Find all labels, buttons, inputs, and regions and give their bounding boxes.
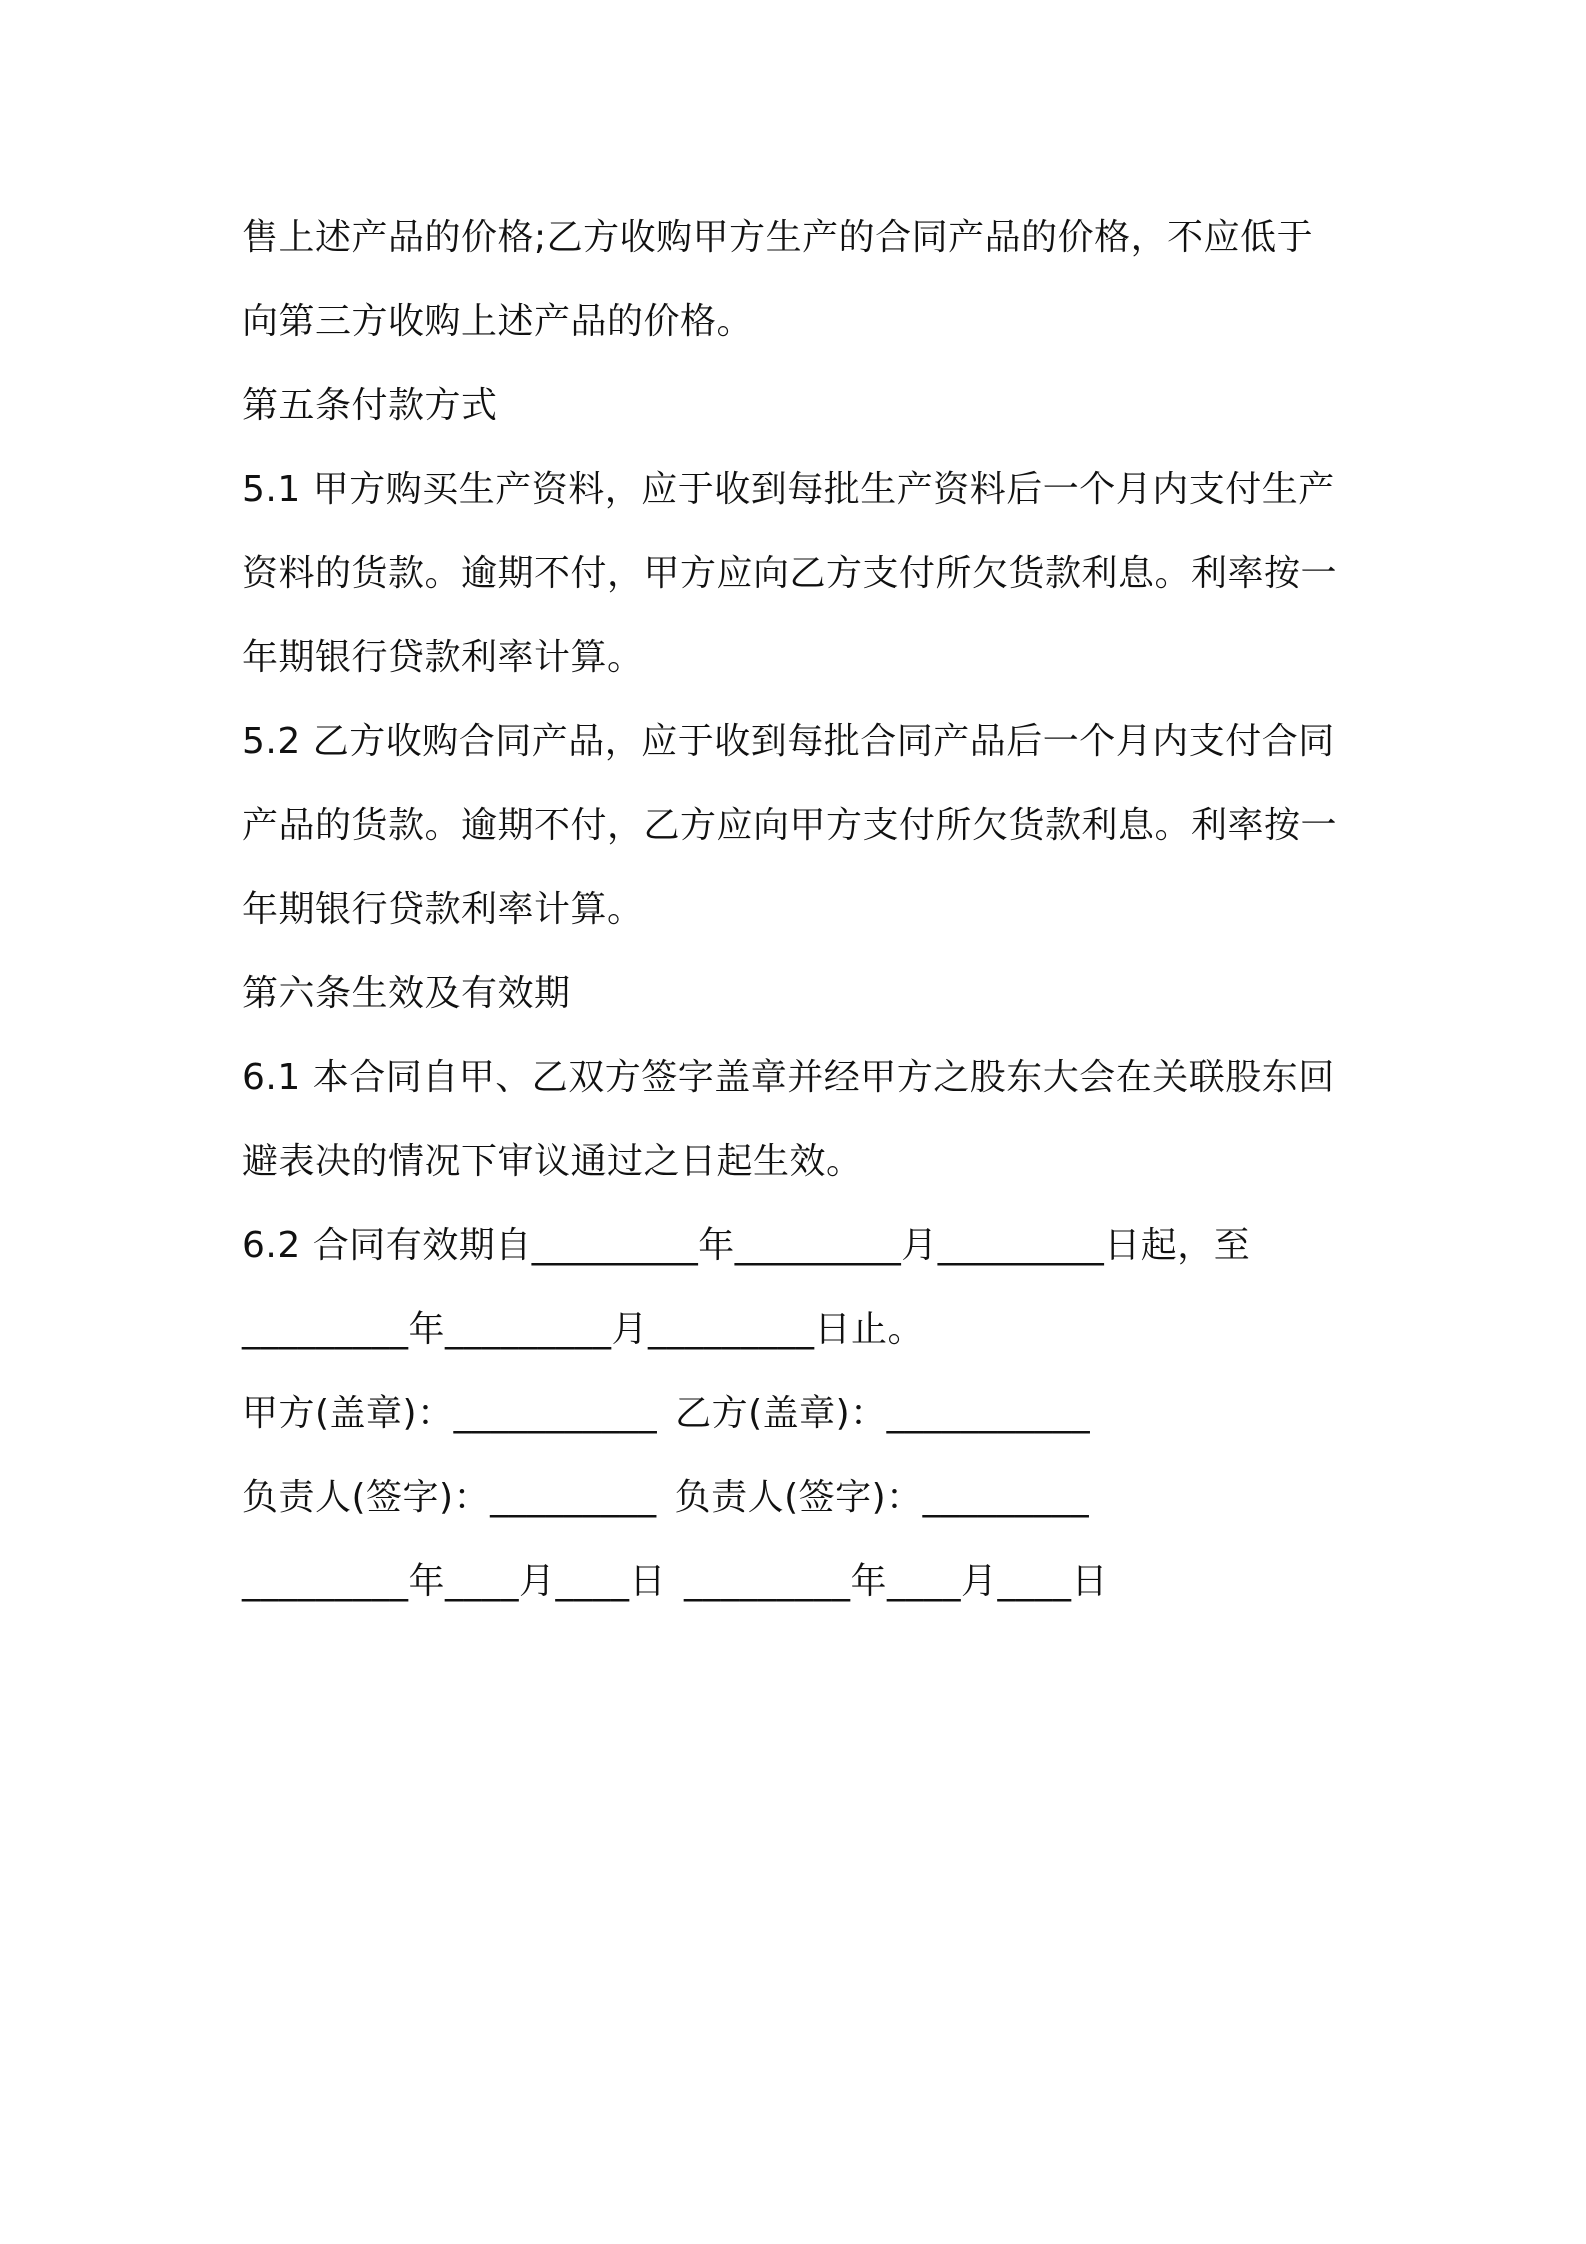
section-heading-payment: 第五条付款方式 [242,385,498,426]
party-b-date-field: _________年____月____日 [684,1561,1108,1602]
paragraph-line: 售上述产品的价格;乙方收购甲方生产的合同产品的价格，不应低于 [242,217,1314,258]
clause-6-2-line: 6.2 合同有效期自_________年_________月_________日起，至 [242,1225,1251,1266]
signer-row [242,1456,1362,1540]
clause-6-2-line: _________年_________月_________日止。 [242,1309,925,1350]
clause-5-2-line: 年期银行贷款利率计算。 [242,889,644,930]
document-body [242,196,1362,1624]
clause-5-1-line: 年期银行贷款利率计算。 [242,637,644,678]
clause-6-1-line: 6.1 本合同自甲、乙双方签字盖章并经甲方之股东大会在关联股东回 [242,1057,1335,1098]
party-a-signer-field: 负责人(签字)：_________ [242,1477,657,1518]
seal-row [242,1372,1362,1456]
party-b-signer-field: 负责人(签字)：_________ [674,1477,1090,1518]
clause-5-2-line: 5.2 乙方收购合同产品，应于收到每批合同产品后一个月内支付合同 [242,721,1335,762]
clause-6-1-line: 避表决的情况下审议通过之日起生效。 [242,1141,863,1182]
paragraph-line: 向第三方收购上述产品的价格。 [242,301,754,342]
section-heading-validity: 第六条生效及有效期 [242,973,571,1014]
clause-5-2-line: 产品的货款。逾期不付，乙方应向甲方支付所欠货款利息。利率按一 [242,805,1338,846]
party-a-date-field: _________年____月____日 [242,1561,666,1602]
clause-5-1-line: 资料的货款。逾期不付，甲方应向乙方支付所欠货款利息。利率按一 [242,553,1338,594]
party-a-seal-field: 甲方(盖章)：___________ [242,1393,658,1434]
party-b-seal-field: 乙方(盖章)：___________ [675,1393,1091,1434]
clause-5-1-line: 5.1 甲方购买生产资料，应于收到每批生产资料后一个月内支付生产 [242,469,1335,510]
date-row [242,1540,1362,1624]
